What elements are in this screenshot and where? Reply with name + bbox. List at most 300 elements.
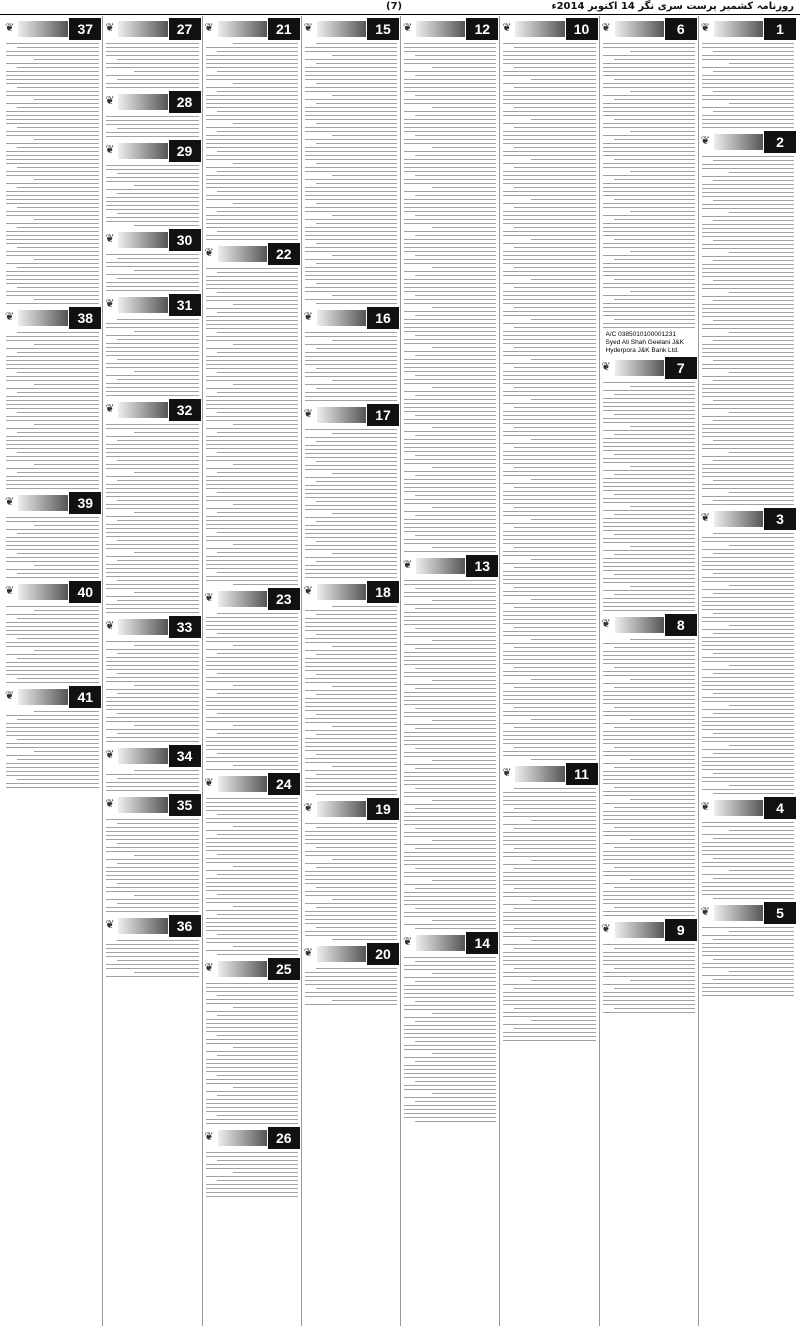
text-line [404, 351, 496, 352]
text-line [603, 851, 695, 852]
text-line [206, 617, 298, 618]
text-line [217, 934, 298, 935]
text-line [106, 67, 198, 68]
text-line [404, 712, 496, 713]
text-line [106, 262, 198, 263]
text-line [614, 968, 695, 969]
text-line [415, 608, 496, 609]
text-line [206, 838, 298, 839]
text-line [702, 943, 794, 944]
text-line [503, 751, 595, 752]
text-line [217, 894, 298, 895]
item-header [204, 588, 300, 610]
text-line [603, 715, 695, 716]
text-line [503, 723, 595, 724]
text-line [614, 554, 695, 555]
text-line [206, 1071, 298, 1072]
text-line [603, 606, 695, 607]
text-line [503, 471, 595, 472]
text-line [206, 576, 298, 577]
item-number: 26 [268, 1127, 300, 1149]
text-line [206, 621, 298, 622]
text-line [702, 376, 794, 377]
text-line [702, 456, 794, 457]
text-line [614, 667, 695, 668]
text-line [713, 898, 794, 899]
text-line [503, 960, 595, 961]
text-line [305, 984, 397, 985]
text-line [206, 175, 298, 176]
text-line [603, 871, 695, 872]
text-line [702, 854, 794, 855]
text-line [106, 612, 198, 613]
text-line [206, 356, 298, 357]
text-line [6, 614, 99, 615]
leaf-ornament-icon: ❦ [105, 918, 115, 931]
text-line [514, 67, 595, 68]
text-line [6, 440, 99, 441]
text-line [415, 135, 496, 136]
text-line [17, 372, 99, 373]
text-line [305, 533, 397, 534]
text-line [34, 384, 99, 385]
text-line [305, 823, 397, 824]
text-line [503, 515, 595, 516]
text-line [233, 1087, 298, 1088]
text-line [206, 456, 298, 457]
text-line [117, 480, 198, 481]
text-line [404, 1049, 496, 1050]
text-line [503, 455, 595, 456]
text-line [305, 622, 397, 623]
text-line [432, 760, 497, 761]
text-line [6, 215, 99, 216]
text-line [404, 612, 496, 613]
text-line [603, 243, 695, 244]
text-line [432, 227, 497, 228]
text-line [217, 191, 298, 192]
news-item [401, 18, 499, 552]
text-line [305, 199, 397, 200]
text-line [233, 203, 298, 204]
text-line [404, 523, 496, 524]
header-gradient-bar [218, 776, 267, 792]
leaf-ornament-icon: ❦ [204, 961, 214, 974]
text-line [432, 680, 497, 681]
text-line [305, 336, 397, 337]
text-line [117, 778, 198, 779]
text-line [503, 283, 595, 284]
text-line [702, 348, 794, 349]
text-line [603, 610, 695, 611]
text-line [117, 903, 198, 904]
item-number: 41 [69, 686, 101, 708]
text-line [503, 143, 595, 144]
text-line [316, 927, 397, 928]
text-line [305, 722, 397, 723]
text-line [6, 83, 99, 84]
text-line [702, 661, 794, 662]
text-line [404, 327, 496, 328]
text-line [702, 328, 794, 329]
text-line [503, 51, 595, 52]
text-line [206, 207, 298, 208]
text-line [702, 248, 794, 249]
text-line [6, 183, 99, 184]
text-line [514, 948, 595, 949]
header-gradient-bar [615, 360, 664, 376]
text-line [503, 920, 595, 921]
text-line [702, 963, 794, 964]
text-line [305, 851, 397, 852]
text-line [6, 723, 99, 724]
text-line [6, 360, 99, 361]
text-line [404, 1089, 496, 1090]
text-line [603, 267, 695, 268]
text-line [503, 183, 595, 184]
text-line [702, 256, 794, 257]
text-line [305, 565, 397, 566]
header-gradient-bar [317, 584, 366, 600]
text-line [206, 709, 298, 710]
text-line [531, 860, 596, 861]
text-line [206, 938, 298, 939]
text-line [503, 800, 595, 801]
text-line [305, 332, 397, 333]
text-line [630, 466, 695, 467]
text-line [106, 395, 198, 396]
text-line [316, 754, 397, 755]
header-gradient-bar [118, 918, 167, 934]
text-line [603, 87, 695, 88]
text-line [503, 219, 595, 220]
text-line [603, 1000, 695, 1001]
text-line [305, 115, 397, 116]
text-line [603, 271, 695, 272]
text-line [6, 541, 99, 542]
text-line [614, 494, 695, 495]
text-line [702, 324, 794, 325]
text-line [106, 282, 198, 283]
text-line [404, 792, 496, 793]
text-line [614, 807, 695, 808]
text-line [217, 1180, 298, 1181]
text-line [206, 1156, 298, 1157]
text-line [630, 171, 695, 172]
text-line [531, 940, 596, 941]
text-line [316, 867, 397, 868]
item-header [4, 492, 101, 514]
text-line [206, 276, 298, 277]
text-line [404, 363, 496, 364]
text-line [6, 674, 99, 675]
text-line [34, 139, 99, 140]
text-line [217, 472, 298, 473]
text-line [404, 744, 496, 745]
text-line [415, 1121, 496, 1122]
text-line [206, 560, 298, 561]
text-line [415, 648, 496, 649]
text-line [603, 691, 695, 692]
text-line [217, 492, 298, 493]
column-8 [3, 16, 102, 1326]
text-line [404, 1017, 496, 1018]
text-line [603, 187, 695, 188]
text-line [404, 596, 496, 597]
text-line [729, 545, 794, 546]
text-line [531, 759, 596, 760]
text-line [404, 271, 496, 272]
text-line [713, 673, 794, 674]
item-number: 25 [268, 958, 300, 980]
text-line [713, 71, 794, 72]
text-line [305, 855, 397, 856]
text-line [316, 541, 397, 542]
text-line [503, 523, 595, 524]
item-body-text [702, 43, 794, 128]
text-line [305, 477, 397, 478]
text-line [106, 907, 198, 908]
text-line [206, 669, 298, 670]
text-line [404, 957, 496, 958]
text-line [17, 412, 99, 413]
text-line [316, 968, 397, 969]
text-line [603, 590, 695, 591]
text-line [404, 924, 496, 925]
news-item [103, 745, 201, 791]
text-line [713, 220, 794, 221]
text-line [603, 819, 695, 820]
item-body-text [206, 43, 298, 240]
text-line [206, 697, 298, 698]
text-line [713, 111, 794, 112]
text-line [6, 436, 99, 437]
text-line [603, 538, 695, 539]
text-line [106, 221, 198, 222]
text-line [305, 626, 397, 627]
column-2 [599, 16, 698, 1326]
text-line [531, 559, 596, 560]
text-line [503, 375, 595, 376]
text-line [134, 432, 199, 433]
leaf-ornament-icon: ❦ [502, 766, 512, 779]
item-body-text [6, 517, 99, 578]
text-line [603, 390, 695, 391]
text-line [503, 812, 595, 813]
text-line [206, 886, 298, 887]
text-line [6, 143, 99, 144]
text-line [404, 620, 496, 621]
text-line [702, 951, 794, 952]
text-line [503, 715, 595, 716]
text-line [404, 143, 496, 144]
text-line [117, 193, 198, 194]
text-line [702, 156, 794, 157]
text-line [415, 255, 496, 256]
text-line [316, 63, 397, 64]
text-line [305, 469, 397, 470]
text-line [332, 939, 397, 940]
header-gradient-bar [714, 21, 763, 37]
text-line [503, 824, 595, 825]
text-line [503, 123, 595, 124]
text-line [404, 151, 496, 152]
text-line [404, 876, 496, 877]
text-line [106, 254, 198, 255]
text-line [217, 292, 298, 293]
text-line [702, 192, 794, 193]
text-line [404, 199, 496, 200]
text-line [332, 295, 397, 296]
text-line [305, 151, 397, 152]
text-line [6, 71, 99, 72]
text-line [404, 51, 496, 52]
text-line [106, 55, 198, 56]
text-line [514, 687, 595, 688]
text-line [702, 204, 794, 205]
text-line [117, 173, 198, 174]
text-line [702, 336, 794, 337]
text-line [6, 529, 99, 530]
text-line [614, 394, 695, 395]
text-line [404, 343, 496, 344]
text-line [514, 968, 595, 969]
text-line [702, 737, 794, 738]
leaf-ornament-icon: ❦ [105, 21, 115, 34]
text-line [404, 636, 496, 637]
item-body-text [305, 429, 397, 578]
text-line [305, 698, 397, 699]
text-line [206, 806, 298, 807]
text-line [729, 785, 794, 786]
text-line [702, 721, 794, 722]
text-line [106, 464, 198, 465]
text-line [503, 611, 595, 612]
news-item [3, 686, 102, 788]
text-line [206, 1039, 298, 1040]
text-line [206, 288, 298, 289]
text-line [404, 900, 496, 901]
text-line [6, 646, 99, 647]
text-line [614, 279, 695, 280]
text-line [117, 883, 198, 884]
news-item [203, 243, 301, 585]
text-line [305, 976, 397, 977]
text-line [603, 952, 695, 953]
leaf-ornament-icon: ❦ [700, 134, 710, 147]
text-line [514, 808, 595, 809]
text-line [206, 1079, 298, 1080]
text-line [713, 573, 794, 574]
text-line [415, 295, 496, 296]
text-line [233, 906, 298, 907]
text-line [34, 424, 99, 425]
text-line [106, 641, 198, 642]
text-line [117, 960, 198, 961]
text-line [217, 1035, 298, 1036]
text-line [305, 529, 397, 530]
text-line [404, 804, 496, 805]
text-line [404, 1073, 496, 1074]
text-line [106, 976, 198, 977]
text-line [415, 1001, 496, 1002]
text-line [531, 679, 596, 680]
header-gradient-bar [317, 946, 366, 962]
text-line [206, 721, 298, 722]
text-line [404, 772, 496, 773]
text-line [603, 263, 695, 264]
text-line [415, 95, 496, 96]
text-line [34, 219, 99, 220]
item-number: 4 [764, 797, 796, 819]
leaf-ornament-icon: ❦ [700, 21, 710, 34]
leaf-ornament-icon: ❦ [403, 21, 413, 34]
text-line [206, 850, 298, 851]
text-line [404, 83, 496, 84]
text-line [6, 119, 99, 120]
text-line [415, 1101, 496, 1102]
text-line [6, 634, 99, 635]
text-line [614, 199, 695, 200]
item-number: 18 [367, 581, 399, 603]
text-line [404, 1057, 496, 1058]
text-line [404, 896, 496, 897]
text-line [106, 197, 198, 198]
text-line [702, 697, 794, 698]
text-line [305, 569, 397, 570]
text-line [305, 839, 397, 840]
item-header [104, 294, 200, 316]
text-line [531, 980, 596, 981]
text-line [404, 443, 496, 444]
text-line [206, 528, 298, 529]
text-line [134, 185, 199, 186]
text-line [702, 232, 794, 233]
item-body-text [106, 641, 198, 742]
text-line [332, 726, 397, 727]
text-line [503, 691, 595, 692]
text-line [332, 95, 397, 96]
text-line [713, 380, 794, 381]
text-line [117, 843, 198, 844]
item-number: 32 [169, 399, 201, 421]
text-line [404, 423, 496, 424]
text-line [603, 899, 695, 900]
text-line [603, 550, 695, 551]
text-line [316, 561, 397, 562]
text-line [316, 223, 397, 224]
text-line [106, 528, 198, 529]
text-line [603, 699, 695, 700]
text-line [729, 63, 794, 64]
text-line [603, 47, 695, 48]
text-line [6, 747, 99, 748]
text-line [432, 427, 497, 428]
text-line [106, 468, 198, 469]
text-line [206, 942, 298, 943]
text-line [503, 944, 595, 945]
text-line [514, 888, 595, 889]
text-line [702, 669, 794, 670]
text-line [6, 163, 99, 164]
text-line [206, 1027, 298, 1028]
text-line [17, 127, 99, 128]
text-line [415, 728, 496, 729]
header-gradient-bar [714, 511, 763, 527]
text-line [503, 435, 595, 436]
text-line [503, 475, 595, 476]
text-line [206, 103, 298, 104]
